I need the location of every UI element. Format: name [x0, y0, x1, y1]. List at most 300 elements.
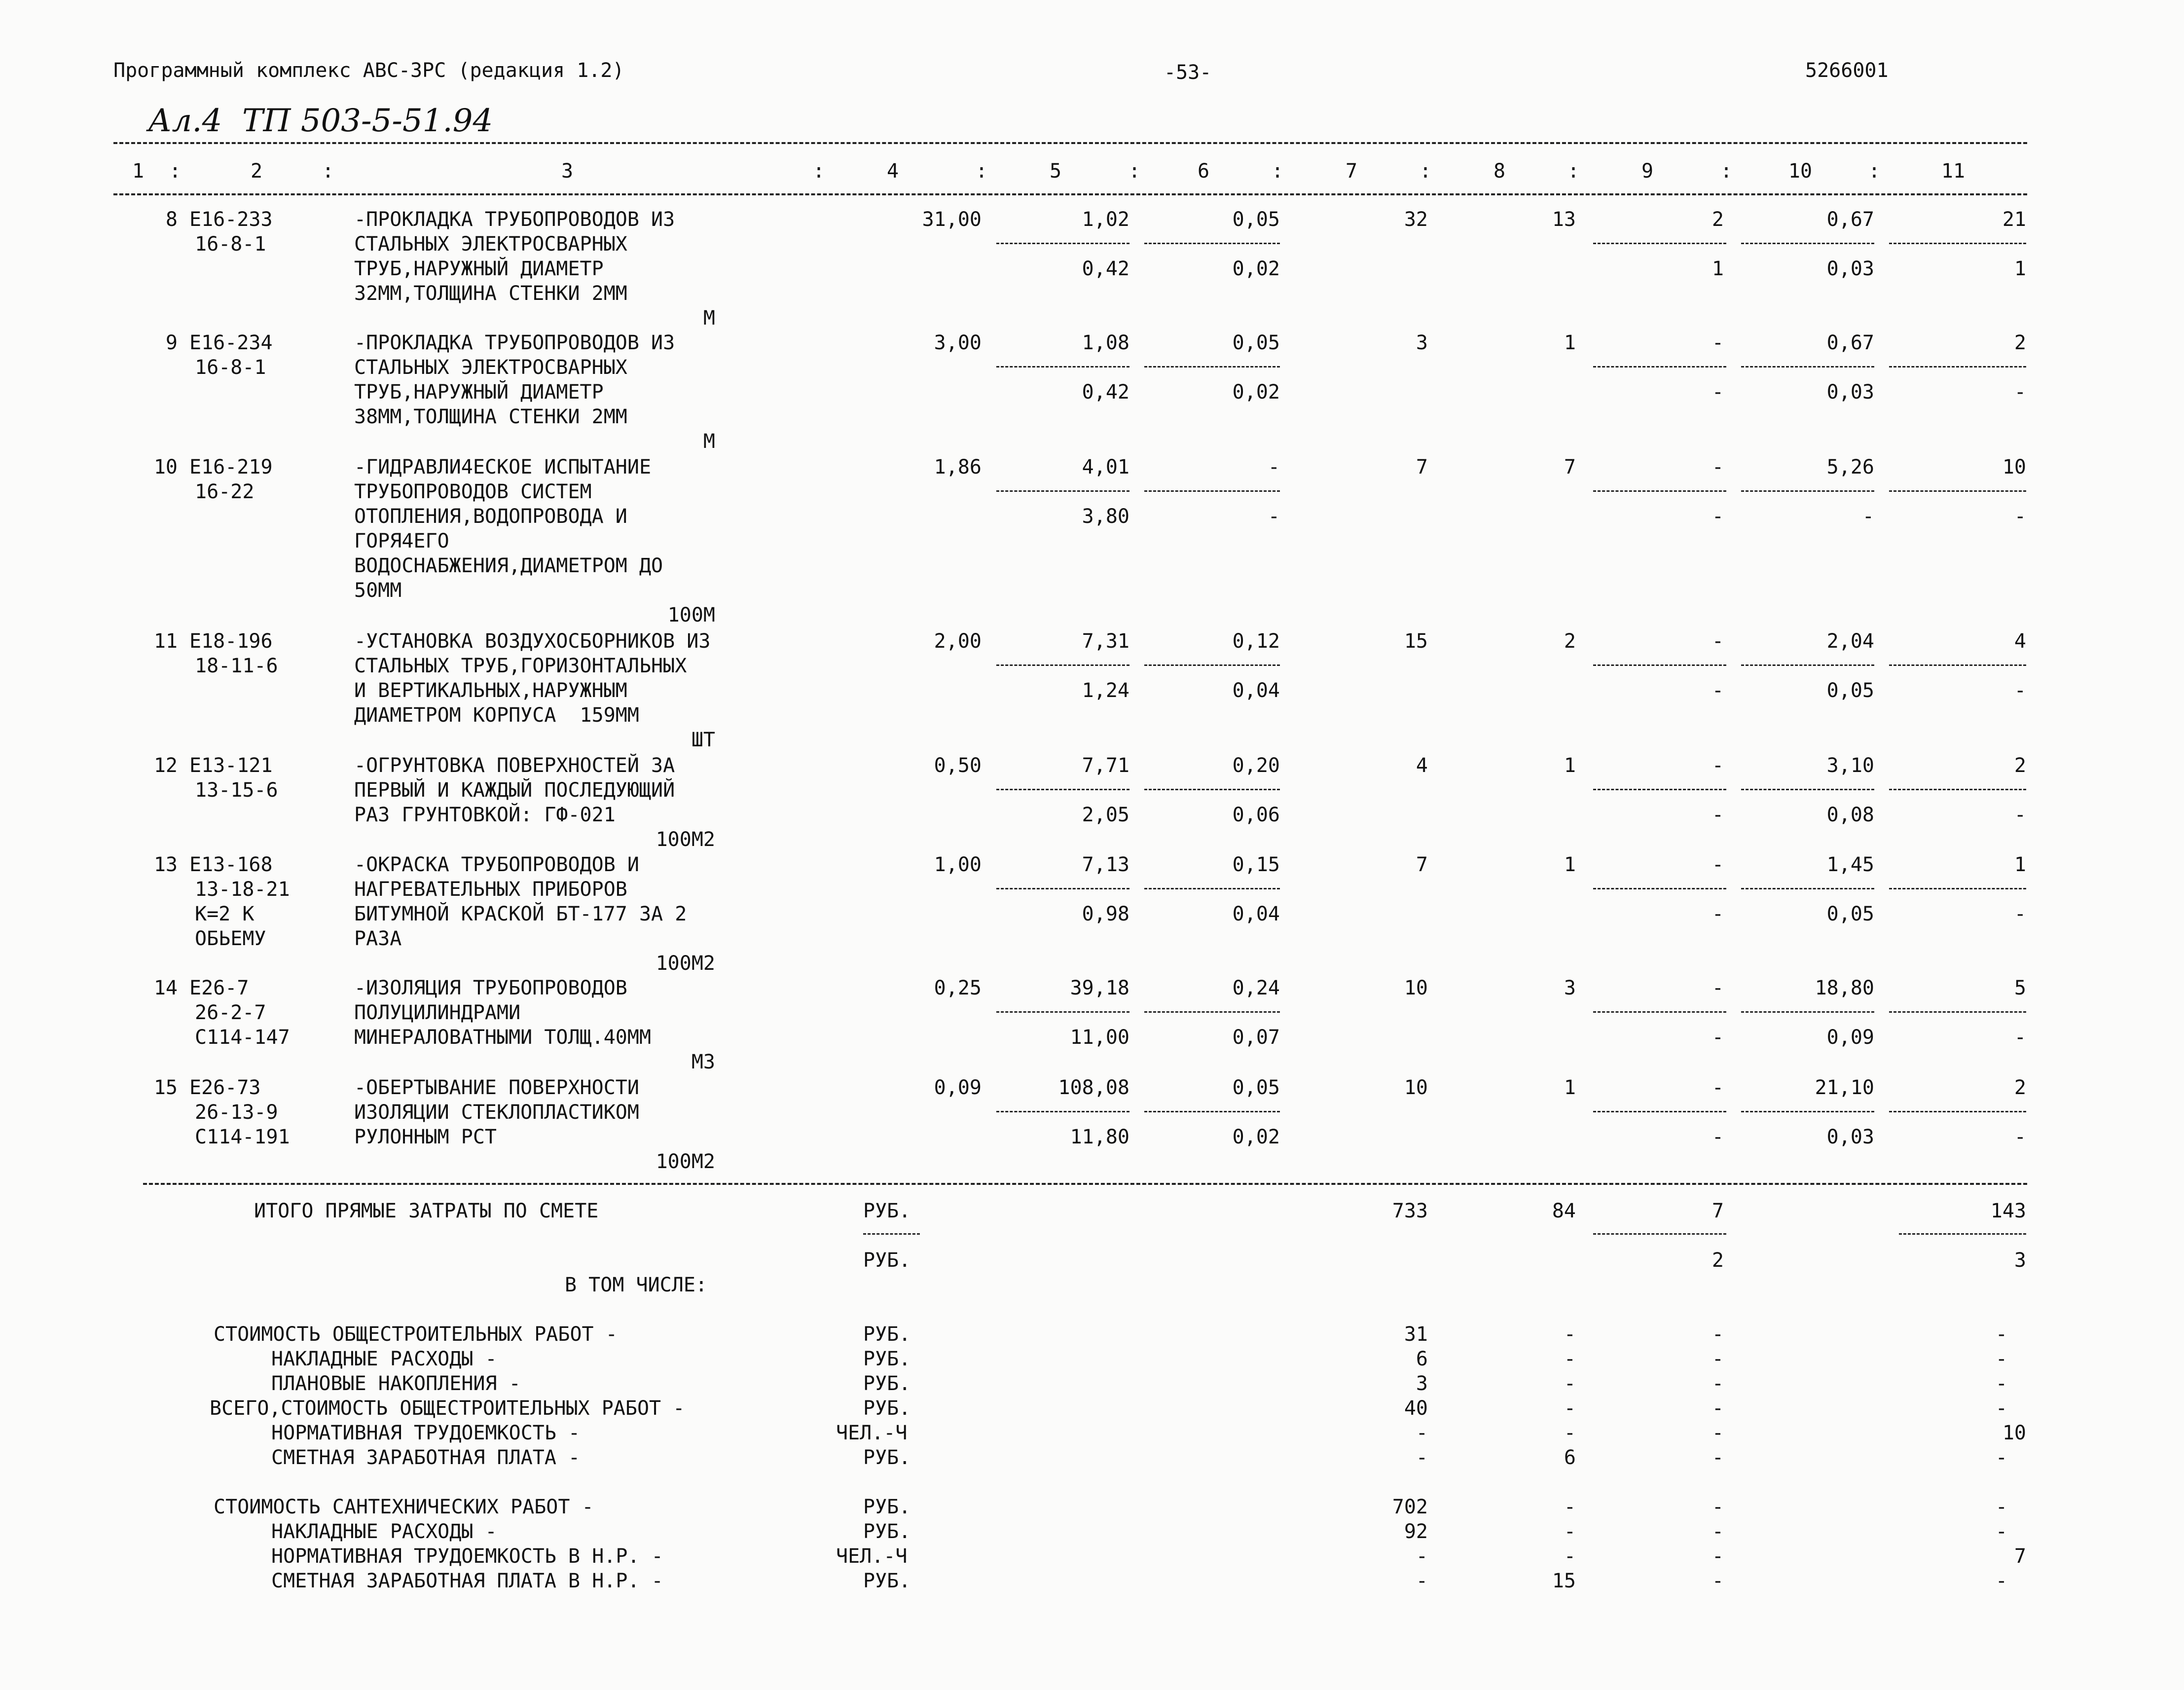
labor-per-unit: 3,10 — [1826, 754, 1874, 777]
unit-cost: 1,08 — [1082, 331, 1129, 354]
total-machine-wage: - — [1711, 804, 1724, 826]
fraction-rule — [1144, 490, 1280, 492]
row-description: БИТУМНОЙ КРАСКОЙ БТ-177 ЗА 2 — [354, 903, 687, 925]
summary-unit: ЧЕЛ.-Ч — [836, 1422, 908, 1444]
row-description: СТАЛЬНЫХ ТРУБ,ГОРИЗОНТАЛЬНЫХ — [354, 655, 687, 677]
labor-total-machine: - — [2014, 679, 2026, 702]
row-description: ТРУБ,НАРУЖНЫЙ ДИАМЕТР — [354, 257, 604, 280]
unit-machine-wage: - — [1268, 505, 1280, 528]
total-machine-wage: - — [1711, 505, 1724, 528]
summary-wage: 6 — [1564, 1446, 1576, 1469]
column-header-6: 6 — [1197, 160, 1210, 183]
fraction-rule — [996, 789, 1129, 790]
row-number: 9 — [165, 331, 178, 354]
labor-total-machine: - — [2014, 1126, 2026, 1148]
quantity: 0,25 — [934, 977, 982, 999]
fraction-rule — [1593, 366, 1726, 367]
unit-machine-wage: 0,07 — [1232, 1026, 1280, 1049]
row-unit: 100М2 — [655, 1150, 715, 1173]
column-separator: : — [1271, 160, 1284, 183]
summary-machine: - — [1711, 1372, 1724, 1395]
summary-labor: - — [1995, 1496, 2007, 1518]
row-description: ОТОПЛЕНИЯ,ВОДОПРОВОДА И — [354, 505, 627, 528]
summary-machine: - — [1711, 1422, 1724, 1444]
column-separator: : — [1567, 160, 1580, 183]
quantity: 1,86 — [934, 456, 982, 478]
summary-unit: РУБ. — [863, 1348, 911, 1370]
unit-machine-wage: 0,04 — [1232, 679, 1280, 702]
column-header-3: 3 — [561, 160, 574, 183]
total-cost: 10 — [1404, 1076, 1428, 1099]
summary-unit: РУБ. — [863, 1372, 911, 1395]
row-code: Е13-121 — [189, 754, 273, 777]
row-code: Е26-7 — [189, 977, 249, 999]
row-number: 8 — [165, 208, 178, 231]
fraction-rule — [1144, 1011, 1280, 1013]
quantity: 3,00 — [934, 331, 982, 354]
totals-machine-cost: 7 — [1711, 1200, 1724, 1222]
total-cost: 15 — [1404, 630, 1428, 653]
totals-labor: 143 — [1990, 1200, 2026, 1222]
row-unit: ШТ — [691, 729, 715, 751]
row-description: -ОБЕРТЫВАНИЕ ПОВЕРХНОСТИ — [354, 1076, 639, 1099]
fraction-rule — [1889, 888, 2026, 889]
labor-per-unit-machine: 0,03 — [1826, 1126, 1874, 1148]
total-cost: 32 — [1404, 208, 1428, 231]
totals-including: В ТОМ ЧИСЛЕ: — [565, 1274, 707, 1296]
labor-per-unit: 18,80 — [1815, 977, 1874, 999]
row-description: -ОКРАСКА ТРУБОПРОВОДОВ И — [354, 853, 639, 876]
unit-machine-cost: 0,05 — [1232, 208, 1280, 231]
row-code: Е26-73 — [189, 1076, 261, 1099]
summary-machine: - — [1711, 1323, 1724, 1346]
row-description: -ПРОКЛАДКА ТРУБОПРОВОДОВ ИЗ — [354, 208, 675, 231]
summary-wage: - — [1564, 1545, 1576, 1568]
summary-label: НАКЛАДНЫЕ РАСХОДЫ - — [271, 1348, 497, 1370]
summary-machine: - — [1711, 1520, 1724, 1543]
summary-machine: - — [1711, 1397, 1724, 1420]
fraction-rule — [1889, 366, 2026, 367]
labor-total: 1 — [2014, 853, 2026, 876]
summary-cost: 31 — [1404, 1323, 1428, 1346]
summary-cost: 6 — [1416, 1348, 1428, 1370]
summary-unit: ЧЕЛ.-Ч — [836, 1545, 908, 1568]
fraction-rule — [1741, 664, 1874, 666]
fraction-rule — [1741, 1011, 1874, 1013]
labor-total: 2 — [2014, 331, 2026, 354]
summary-machine: - — [1711, 1496, 1724, 1518]
row-code: Е16-219 — [189, 456, 273, 478]
row-description: ГОРЯ4ЕГО — [354, 530, 449, 552]
summary-label: НАКЛАДНЫЕ РАСХОДЫ - — [271, 1520, 497, 1543]
column-separator: : — [1720, 160, 1733, 183]
labor-total-machine: - — [2014, 1026, 2026, 1049]
row-code: 16-8-1 — [195, 356, 266, 379]
fraction-rule — [1741, 1111, 1874, 1112]
quantity: 31,00 — [922, 208, 982, 231]
column-header-4: 4 — [886, 160, 899, 183]
summary-machine: - — [1711, 1545, 1724, 1568]
summary-labor: - — [1995, 1520, 2007, 1543]
fraction-rule — [1144, 888, 1280, 889]
labor-per-unit-machine: 0,03 — [1826, 257, 1874, 280]
total-machine-cost: 2 — [1711, 208, 1724, 231]
summary-labor: - — [1995, 1323, 2007, 1346]
unit-machine-cost: - — [1268, 456, 1280, 478]
row-description: ПОЛУЦИЛИНДРАМИ — [354, 1001, 521, 1024]
labor-total-machine: - — [2014, 804, 2026, 826]
row-description: ТРУБ,НАРУЖНЫЙ ДИАМЕТР — [354, 381, 604, 404]
fraction-rule — [1144, 664, 1280, 666]
quantity: 1,00 — [934, 853, 982, 876]
fraction-rule — [1593, 1011, 1726, 1013]
labor-per-unit: 0,67 — [1826, 331, 1874, 354]
unit-cost: 108,08 — [1058, 1076, 1129, 1099]
row-description: НАГРЕВАТЕЛЬНЫХ ПРИБОРОВ — [354, 878, 627, 901]
column-separator: : — [1128, 160, 1141, 183]
row-description: ДИАМЕТРОМ КОРПУСА 159ММ — [354, 704, 639, 727]
summary-label: СМЕТНАЯ ЗАРАБОТНАЯ ПЛАТА В Н.Р. - — [271, 1570, 663, 1592]
totals-unit-rule — [863, 1233, 920, 1235]
totals-rule-9 — [1593, 1233, 1726, 1235]
row-description: И ВЕРТИКАЛЬНЫХ,НАРУЖНЫМ — [354, 679, 627, 702]
header-rule — [113, 193, 2027, 195]
summary-machine: - — [1711, 1348, 1724, 1370]
total-wage: 3 — [1564, 977, 1576, 999]
total-cost: 4 — [1416, 754, 1428, 777]
summary-machine: - — [1711, 1570, 1724, 1592]
labor-total: 21 — [2002, 208, 2026, 231]
fraction-rule — [1144, 1111, 1280, 1112]
unit-cost: 7,31 — [1082, 630, 1129, 653]
totals-unit: РУБ. — [863, 1249, 911, 1272]
unit-wage: 0,42 — [1082, 381, 1129, 404]
summary-unit: РУБ. — [863, 1446, 911, 1469]
row-description: РАЗ ГРУНТОВКОЙ: ГФ-021 — [354, 804, 616, 826]
unit-cost: 39,18 — [1070, 977, 1129, 999]
row-description: 32ММ,ТОЛЩИНА СТЕНКИ 2ММ — [354, 282, 627, 305]
row-description: МИНЕРАЛОВАТНЫМИ ТОЛЩ.40ММ — [354, 1026, 652, 1049]
row-code: 16-8-1 — [195, 233, 266, 256]
fraction-rule — [996, 366, 1129, 367]
summary-cost: 3 — [1416, 1372, 1428, 1395]
summary-cost: - — [1416, 1545, 1428, 1568]
fraction-rule — [996, 888, 1129, 889]
row-unit: 100М — [667, 604, 715, 626]
total-machine-wage: 1 — [1711, 257, 1724, 280]
summary-label: НОРМАТИВНАЯ ТРУДОЕМКОСТЬ В Н.Р. - — [271, 1545, 663, 1568]
total-machine-cost: - — [1711, 331, 1724, 354]
row-description: -УСТАНОВКА ВОЗДУХОСБОРНИКОВ ИЗ — [354, 630, 711, 653]
row-number: 12 — [153, 754, 178, 777]
labor-total: 2 — [2014, 1076, 2026, 1099]
fraction-rule — [996, 1011, 1129, 1013]
row-code: 18-11-6 — [195, 655, 278, 677]
row-description: -ОГРУНТОВКА ПОВЕРХНОСТЕЙ ЗА — [354, 754, 675, 777]
unit-machine-cost: 0,05 — [1232, 331, 1280, 354]
labor-total: 5 — [2014, 977, 2026, 999]
row-code: Е16-233 — [189, 208, 273, 231]
summary-unit: РУБ. — [863, 1323, 911, 1346]
total-machine-wage: - — [1711, 1026, 1724, 1049]
column-header-11: 11 — [1941, 160, 1966, 183]
column-separator: : — [322, 160, 334, 183]
unit-cost: 7,71 — [1082, 754, 1129, 777]
fraction-rule — [1889, 490, 2026, 492]
labor-per-unit-machine: 0,05 — [1826, 679, 1874, 702]
total-machine-cost: - — [1711, 1076, 1724, 1099]
summary-wage: - — [1564, 1397, 1576, 1420]
labor-per-unit-machine: - — [1862, 505, 1874, 528]
row-code: Е18-196 — [189, 630, 273, 653]
row-unit: 100М2 — [655, 952, 715, 975]
handwritten-reference: Ал.4 ТП 503-5-51.94 — [148, 103, 493, 139]
total-wage: 1 — [1564, 1076, 1576, 1099]
fraction-rule — [1593, 789, 1726, 790]
total-wage: 13 — [1552, 208, 1576, 231]
fraction-rule — [1593, 1111, 1726, 1112]
unit-wage: 11,00 — [1070, 1026, 1129, 1049]
row-code: 13-15-6 — [195, 779, 278, 802]
summary-machine: - — [1711, 1446, 1724, 1469]
unit-machine-cost: 0,12 — [1232, 630, 1280, 653]
row-code: К=2 К — [195, 903, 255, 925]
labor-per-unit: 21,10 — [1815, 1076, 1874, 1099]
fraction-rule — [1741, 789, 1874, 790]
column-header-10: 10 — [1788, 160, 1813, 183]
column-header-9: 9 — [1641, 160, 1654, 183]
labor-total: 10 — [2002, 456, 2026, 478]
labor-total: 2 — [2014, 754, 2026, 777]
fraction-rule — [996, 1111, 1129, 1112]
row-description: ИЗОЛЯЦИИ СТЕКЛОПЛАСТИКОМ — [354, 1101, 639, 1124]
labor-total-machine: - — [2014, 505, 2026, 528]
row-description: ВОДОСНАБЖЕНИЯ,ДИАМЕТРОМ ДО — [354, 554, 663, 577]
unit-machine-wage: 0,06 — [1232, 804, 1280, 826]
labor-per-unit: 5,26 — [1826, 456, 1874, 478]
fraction-rule — [1593, 490, 1726, 492]
total-wage: 1 — [1564, 754, 1576, 777]
row-unit: М — [703, 430, 715, 453]
summary-wage: - — [1564, 1323, 1576, 1346]
row-number: 14 — [153, 977, 178, 999]
row-description: 50ММ — [354, 579, 402, 602]
row-description: РУЛОННЫМ РСТ — [354, 1126, 497, 1148]
fraction-rule — [1593, 243, 1726, 244]
unit-cost: 7,13 — [1082, 853, 1129, 876]
unit-cost: 4,01 — [1082, 456, 1129, 478]
total-wage: 7 — [1564, 456, 1576, 478]
row-description: -ИЗОЛЯЦИЯ ТРУБОПРОВОДОВ — [354, 977, 627, 999]
row-code: С114-147 — [195, 1026, 290, 1049]
row-code: Е16-234 — [189, 331, 273, 354]
labor-per-unit: 1,45 — [1826, 853, 1874, 876]
row-description: ПЕРВЫЙ И КАЖДЫЙ ПОСЛЕДУЮЩИЙ — [354, 779, 675, 802]
summary-unit: РУБ. — [863, 1570, 911, 1592]
total-wage: 1 — [1564, 331, 1576, 354]
summary-labor: 10 — [2002, 1422, 2026, 1444]
fraction-rule — [1741, 888, 1874, 889]
row-description: ТРУБОПРОВОДОВ СИСТЕМ — [354, 480, 592, 503]
summary-wage: 15 — [1552, 1570, 1576, 1592]
column-header-7: 7 — [1345, 160, 1358, 183]
fraction-rule — [1889, 1111, 2026, 1112]
row-number: 15 — [153, 1076, 178, 1099]
fraction-rule — [1889, 664, 2026, 666]
summary-cost: - — [1416, 1570, 1428, 1592]
summary-label: НОРМАТИВНАЯ ТРУДОЕМКОСТЬ - — [271, 1422, 581, 1444]
summary-label: ВСЕГО,СТОИМОСТЬ ОБЩЕСТРОИТЕЛЬНЫХ РАБОТ - — [210, 1397, 685, 1420]
labor-per-unit-machine: 0,08 — [1826, 804, 1874, 826]
summary-label: СМЕТНАЯ ЗАРАБОТНАЯ ПЛАТА - — [271, 1446, 581, 1469]
summary-label: ПЛАНОВЫЕ НАКОПЛЕНИЯ - — [271, 1372, 521, 1395]
unit-machine-cost: 0,15 — [1232, 853, 1280, 876]
row-unit: М — [703, 307, 715, 330]
total-machine-wage: - — [1711, 1126, 1724, 1148]
totals-labor-machine: 3 — [2014, 1249, 2026, 1272]
summary-cost: - — [1416, 1422, 1428, 1444]
unit-wage: 11,80 — [1070, 1126, 1129, 1148]
fraction-rule — [1889, 789, 2026, 790]
column-separator: : — [812, 160, 825, 183]
unit-machine-wage: 0,02 — [1232, 381, 1280, 404]
totals-wage: 84 — [1552, 1200, 1576, 1222]
total-machine-cost: - — [1711, 977, 1724, 999]
summary-labor: - — [1995, 1397, 2007, 1420]
total-machine-cost: - — [1711, 853, 1724, 876]
program-title: Программный комплекс АВС-3РС (редакция 1.2) — [113, 59, 624, 82]
page-number: -53- — [1164, 61, 1212, 84]
totals-unit: РУБ. — [863, 1200, 911, 1222]
labor-per-unit-machine: 0,05 — [1826, 903, 1874, 925]
row-description: РАЗА — [354, 927, 402, 950]
summary-wage: - — [1564, 1496, 1576, 1518]
row-description: -ПРОКЛАДКА ТРУБОПРОВОДОВ ИЗ — [354, 331, 675, 354]
row-code: Е13-168 — [189, 853, 273, 876]
column-separator: : — [1868, 160, 1881, 183]
quantity: 2,00 — [934, 630, 982, 653]
summary-wage: - — [1564, 1422, 1576, 1444]
fraction-rule — [1144, 243, 1280, 244]
total-wage: 1 — [1564, 853, 1576, 876]
column-separator: : — [169, 160, 182, 183]
summary-label: СТОИМОСТЬ ОБЩЕСТРОИТЕЛЬНЫХ РАБОТ - — [214, 1323, 618, 1346]
column-header-2: 2 — [250, 160, 263, 183]
fraction-rule — [1593, 664, 1726, 666]
total-cost: 3 — [1416, 331, 1428, 354]
total-cost: 7 — [1416, 456, 1428, 478]
fraction-rule — [1144, 366, 1280, 367]
row-description: 38ММ,ТОЛЩИНА СТЕНКИ 2ММ — [354, 405, 627, 428]
summary-cost: 92 — [1404, 1520, 1428, 1543]
summary-cost: 702 — [1392, 1496, 1428, 1518]
summary-cost: 40 — [1404, 1397, 1428, 1420]
summary-labor: - — [1995, 1570, 2007, 1592]
labor-per-unit-machine: 0,09 — [1826, 1026, 1874, 1049]
labor-per-unit: 2,04 — [1826, 630, 1874, 653]
summary-labor: - — [1995, 1446, 2007, 1469]
total-machine-cost: - — [1711, 456, 1724, 478]
labor-total-machine: - — [2014, 903, 2026, 925]
row-code: 26-2-7 — [195, 1001, 266, 1024]
summary-unit: РУБ. — [863, 1397, 911, 1420]
summary-label: СТОИМОСТЬ САНТЕХНИЧЕСКИХ РАБОТ - — [214, 1496, 594, 1518]
totals-machine-wage: 2 — [1711, 1249, 1724, 1272]
summary-labor: 7 — [2014, 1545, 2026, 1568]
row-code: 26-13-9 — [195, 1101, 278, 1124]
summary-unit: РУБ. — [863, 1520, 911, 1543]
labor-total-machine: - — [2014, 381, 2026, 404]
unit-machine-cost: 0,20 — [1232, 754, 1280, 777]
fraction-rule — [996, 664, 1129, 666]
fraction-rule — [1144, 789, 1280, 790]
summary-wage: - — [1564, 1520, 1576, 1543]
column-separator: : — [975, 160, 988, 183]
totals-rule — [143, 1183, 2027, 1185]
quantity: 0,09 — [934, 1076, 982, 1099]
unit-wage: 1,24 — [1082, 679, 1129, 702]
quantity: 0,50 — [934, 754, 982, 777]
unit-wage: 0,98 — [1082, 903, 1129, 925]
total-machine-cost: - — [1711, 754, 1724, 777]
summary-wage: - — [1564, 1348, 1576, 1370]
row-number: 10 — [153, 456, 178, 478]
labor-total: 4 — [2014, 630, 2026, 653]
summary-labor: - — [1995, 1348, 2007, 1370]
summary-cost: - — [1416, 1446, 1428, 1469]
summary-unit: РУБ. — [863, 1496, 911, 1518]
unit-machine-cost: 0,05 — [1232, 1076, 1280, 1099]
total-machine-cost: - — [1711, 630, 1724, 653]
column-header-8: 8 — [1493, 160, 1506, 183]
labor-per-unit-machine: 0,03 — [1826, 381, 1874, 404]
column-header-5: 5 — [1049, 160, 1062, 183]
summary-wage: - — [1564, 1372, 1576, 1395]
document-code: 5266001 — [1805, 59, 1889, 82]
row-unit: М3 — [691, 1051, 715, 1073]
row-description: СТАЛЬНЫХ ЭЛЕКТРОСВАРНЫХ — [354, 356, 627, 379]
total-wage: 2 — [1564, 630, 1576, 653]
fraction-rule — [996, 490, 1129, 492]
row-code: 13-18-21 — [195, 878, 290, 901]
fraction-rule — [1741, 490, 1874, 492]
top-rule — [113, 142, 2027, 144]
fraction-rule — [1741, 366, 1874, 367]
unit-wage: 3,80 — [1082, 505, 1129, 528]
row-code: С114-191 — [195, 1126, 290, 1148]
unit-wage: 2,05 — [1082, 804, 1129, 826]
fraction-rule — [1889, 243, 2026, 244]
totals-label: ИТОГО ПРЯМЫЕ ЗАТРАТЫ ПО СМЕТЕ — [254, 1200, 599, 1222]
fraction-rule — [996, 243, 1129, 244]
row-description: -ГИДРАВЛИ4ЕСКОЕ ИСПЫТАНИЕ — [354, 456, 652, 478]
totals-rule-11 — [1899, 1233, 2026, 1235]
row-unit: 100М2 — [655, 828, 715, 851]
labor-total-machine: 1 — [2014, 257, 2026, 280]
column-separator: : — [1419, 160, 1432, 183]
total-cost: 10 — [1404, 977, 1428, 999]
total-machine-wage: - — [1711, 381, 1724, 404]
row-description: СТАЛЬНЫХ ЭЛЕКТРОСВАРНЫХ — [354, 233, 627, 256]
unit-cost: 1,02 — [1082, 208, 1129, 231]
fraction-rule — [1741, 243, 1874, 244]
unit-machine-wage: 0,02 — [1232, 1126, 1280, 1148]
fraction-rule — [1593, 888, 1726, 889]
row-code: 16-22 — [195, 480, 255, 503]
fraction-rule — [1889, 1011, 2026, 1013]
unit-machine-wage: 0,04 — [1232, 903, 1280, 925]
column-header-1: 1 — [132, 160, 145, 183]
